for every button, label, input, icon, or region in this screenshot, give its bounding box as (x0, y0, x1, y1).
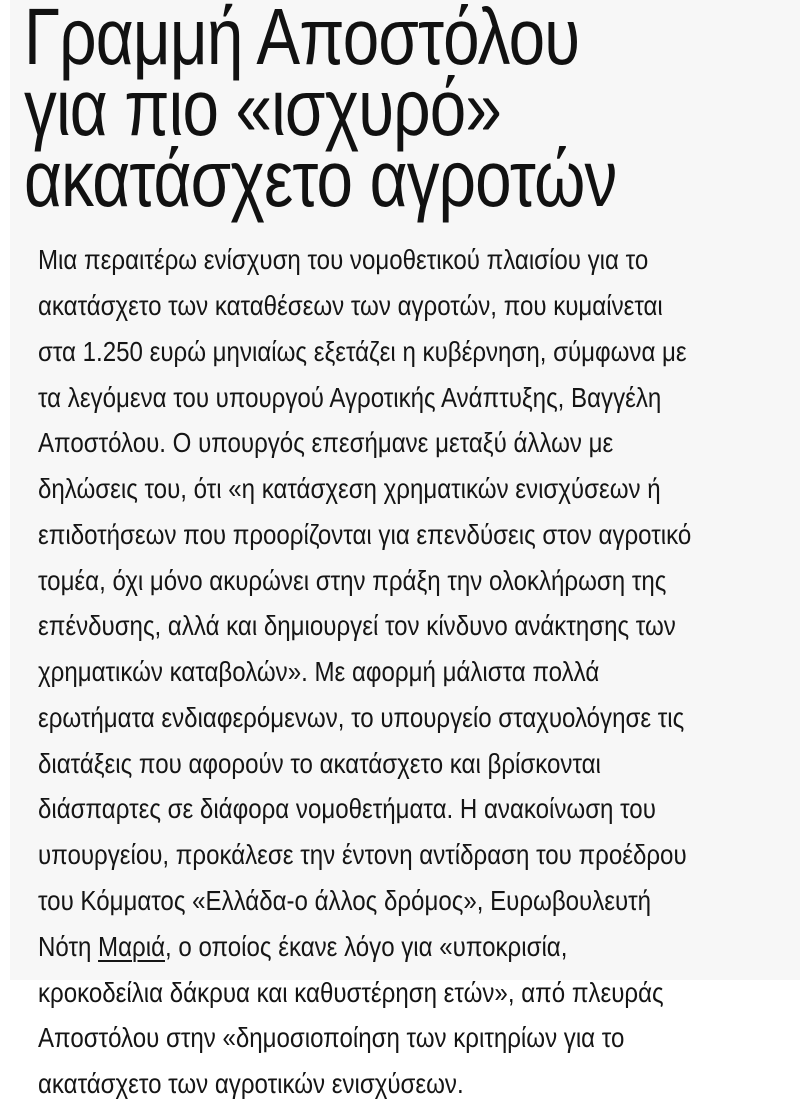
body-line-4: τα λεγόμενα του υπουργού Αγροτικής Ανάπτυξης, Βαγγέλη (38, 382, 662, 413)
body-line-9: επένδυσης, αλλά και δημιουργεί τον κίνδυνο ανάκτησης των (38, 610, 676, 641)
body-line-3: στα 1.250 ευρώ μηνιαίως εξετάζει η κυβέρνηση, σύμφωνα με (38, 336, 687, 367)
line16-before: Νότη (38, 931, 99, 962)
body-line-13: διάσπαρτες σε διάφορα νομοθετήματα. Η ανακοίνωση του (38, 793, 656, 824)
body-line-12: διατάξεις που αφορούν το ακατάσχετο και βρίσκονται (38, 748, 601, 779)
body-line-2: ακατάσχετο των καταθέσεων των αγροτών, που κυμαίνεται (38, 290, 663, 321)
body-line-15: του Κόμματος «Ελλάδα-ο άλλος δρόμος», Ευρωβουλευτή (38, 885, 652, 916)
headline-line-3: ακατάσχετο αγροτών (24, 134, 617, 223)
body-line-14: υπουργείου, προκάλεσε την έντονη αντίδραση του προέδρου (38, 839, 687, 870)
body-line-7: επιδοτήσεων που προορίζονται για επενδύσεις στον αγροτικό (38, 519, 692, 550)
body-line-6: δηλώσεις του, ότι «η κατάσχεση χρηματικών ενισχύσεων ή (38, 473, 661, 504)
body-line-19: ακατάσχετο των αγροτικών ενισχύσεων. (38, 1068, 464, 1099)
body-line-11: ερωτήματα ενδιαφερόμενων, το υπουργείο σταχυολόγησε τις (38, 702, 685, 733)
headline-line-2: για πιο «ισχυρό» (24, 63, 502, 152)
body-line-10: χρηματικών καταβολών». Με αφορμή μάλιστα πολλά (38, 656, 600, 687)
body-line-8: τομέα, όχι μόνο ακυρώνει στην πράξη την ολοκλήρωση της (38, 565, 667, 596)
body-line-17: κροκοδείλια δάκρυα και καθυστέρηση ετών», από πλευράς (38, 977, 664, 1008)
headline-line-1: Γραμμή Αποστόλου (24, 0, 580, 81)
underlined-name-link[interactable]: Μαριά (98, 931, 165, 962)
body-line-5: Αποστόλου. Ο υπουργός επεσήμανε μεταξύ άλλων με (38, 427, 614, 458)
line16-after: , ο οποίος έκανε λόγο για «υποκρισία, (164, 931, 568, 962)
article-panel (10, 0, 800, 1099)
body-line-18: Αποστόλου στην «δημοσιοποίηση των κριτηρίων για το (38, 1022, 625, 1053)
body-line-16 (38, 930, 567, 964)
body-line-1: Μια περαιτέρω ενίσχυση του νομοθετικού πλαισίου για το (38, 244, 649, 275)
